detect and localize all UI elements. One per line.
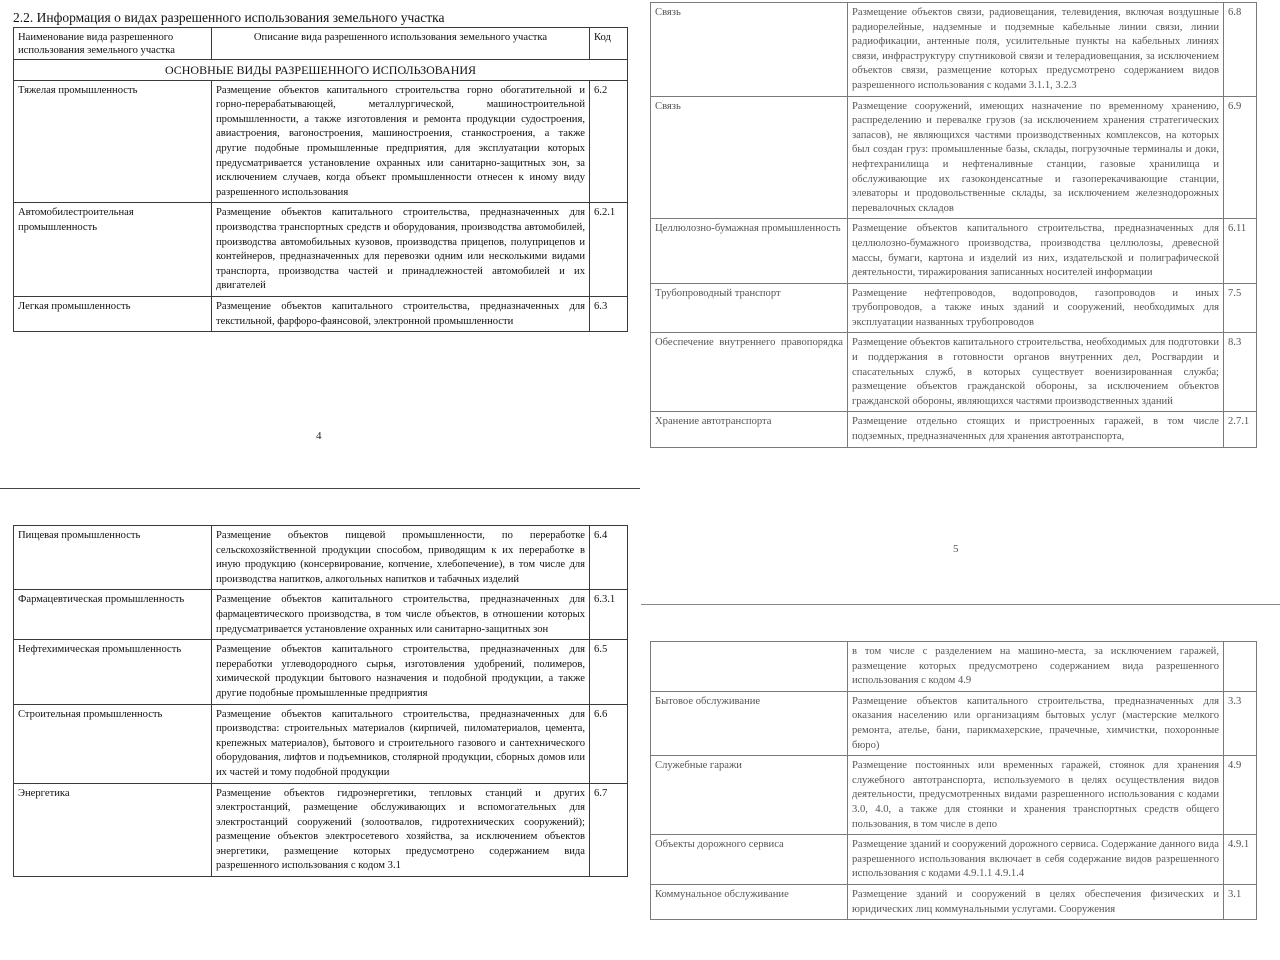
row-description: Размещение объектов гидроэнергетики, тепловых станций и других электростанций, размещение обслуживающих и вспомогательных для электростанций сооружений (золоотвалов, гидротехнических сооружений); размещение объектов электросетевого хозяйства, за исключением объектов энергетики, размещение которых предусмотрено содержанием вида разрешенного использования с кодом 3.1 (212, 783, 590, 877)
page-4-continued-panel (0, 489, 640, 960)
row-description: Размещение объектов капитального строительства, предназначенных для производства транспортных средств и оборудования, производства автомобилей, производства автомобильных кузовов, производства прицепов, полуприцепов и контейнеров, предназначенных для перевозки одним или несколькими видами транспорта, производства частей и принадлежностей автомобилей и их двигателей (212, 203, 590, 297)
table-row (14, 526, 628, 590)
table-row (651, 412, 1257, 447)
page-6-panel (641, 605, 1280, 960)
table-row (651, 3, 1257, 97)
row-name: Коммунальное обслуживание (651, 884, 848, 919)
row-code: 6.7 (590, 783, 628, 877)
row-code: 7.5 (1224, 283, 1257, 333)
row-code: 2.7.1 (1224, 412, 1257, 447)
table-row (651, 835, 1257, 885)
table-row (14, 203, 628, 297)
page-5-panel (641, 0, 1280, 604)
row-description: Размещение нефтепроводов, водопроводов, газопроводов и иных трубопроводов, а также иных зданий и сооружений, необходимых для эксплуатации названных трубопроводов (848, 283, 1224, 333)
row-description: Размещение сооружений, имеющих назначение по временному хранению, распределению и перевалке грузов (за исключением хранения стратегических запасов), не являющихся частями производственных комплексов, на которых был создан груз: промышленные базы, склады, погрузочные терминалы и доки, нефтехранилища и нефтеналивные станции, газовые хранилища и обслуживающие их газоконденсатные и газоперекачивающие станции, элеваторы и продовольственные склады, за исключением железнодорожных перевалочных складов (848, 96, 1224, 219)
row-name: Объекты дорожного сервиса (651, 835, 848, 885)
section-row (14, 60, 628, 81)
page-number: 5 (953, 543, 959, 555)
row-code: 3.1 (1224, 884, 1257, 919)
row-description: Размещение объектов капитального строительства, необходимых для подготовки и поддержания в готовности органов внутренних дел, Росгвардии и спасательных служб, в которых существует военизированная служба; размещение объектов гражданской обороны, за исключением объектов гражданской обороны, являющихся частями производственных зданий (848, 333, 1224, 412)
row-code: 6.3 (590, 296, 628, 331)
table-row (14, 783, 628, 877)
row-description: Размещение зданий и сооружений в целях обеспечения физических и юридических лиц коммунальными услугами. Сооружения (848, 884, 1224, 919)
row-name: Целлюлозно-бумажная промышленность (651, 219, 848, 283)
row-code: 6.11 (1224, 219, 1257, 283)
row-name: Фармацевтическая промышленность (14, 590, 212, 640)
row-code: 6.8 (1224, 3, 1257, 97)
row-name: Строительная промышленность (14, 704, 212, 783)
row-name: Тяжелая промышленность (14, 80, 212, 203)
row-code: 6.5 (590, 640, 628, 704)
table-header-row (14, 28, 628, 60)
row-name: Пищевая промышленность (14, 526, 212, 590)
table-row (14, 80, 628, 203)
row-description: Размещение объектов связи, радиовещания, телевидения, включая воздушные радиорелейные, надземные и подземные кабельные линии связи, линии радиофикации, антенные поля, усилительные пункты на кабельных линиях связи, инфраструктуру спутниковой связи и телерадиовещания, за исключением объектов связи, размещение которых предусмотрено содержанием видов разрешенного использования с кодами 3.1.1, 3.2.3 (848, 3, 1224, 97)
row-description: Размещение объектов капитального строительства, предназначенных для фармацевтического производства, в том числе объектов, в отношении которых предусматривается установление охранных или санитарно-защитных зон (212, 590, 590, 640)
column-header-name: Наименование вида разрешенного использования земельного участка (14, 28, 212, 60)
table-row (14, 640, 628, 704)
row-description: Размещение объектов капитального строительства, предназначенных для производства: строительных материалов (кирпичей, пиломатериалов, цемента, крепежных материалов), бытового и строительного газового и сантехнического оборудования, лифтов и подъемников, столярной продукции, сборных домов или их частей и тому подобной продукции (212, 704, 590, 783)
row-name: Трубопроводный транспорт (651, 283, 848, 333)
land-use-table-page-5 (650, 2, 1257, 448)
table-row (14, 296, 628, 331)
land-use-table-page-6 (650, 641, 1257, 920)
row-description: Размещение объектов капитального строительства горно обогатительной и горно-перерабатывающей, металлургической, машиностроительной промышленности, а также изготовления и ремонта продукции судостроения, авиастроения, вагоностроения, машиностроения, станкостроения, а также другие подобные промышленные предприятия, для эксплуатации которых предусматривается установление охранных или санитарно-защитных зон, за исключением случаев, когда объект промышленности отнесен к иному виду разрешенного использования (212, 80, 590, 203)
row-description: Размещение объектов капитального строительства, предназначенных для оказания населению или организациям бытовых услуг (мастерские мелкого ремонта, ателье, бани, парикмахерские, прачечные, химчистки, похоронные бюро) (848, 691, 1224, 755)
table-row (651, 283, 1257, 333)
row-code: 4.9.1 (1224, 835, 1257, 885)
row-code: 6.3.1 (590, 590, 628, 640)
row-name: Легкая промышленность (14, 296, 212, 331)
row-name: Обеспечение внутреннего правопорядка (651, 333, 848, 412)
row-name: Связь (651, 96, 848, 219)
row-code: 6.2 (590, 80, 628, 203)
row-description: Размещение объектов капитального строительства, предназначенных для текстильной, фарфоро-фаянсовой, электронной промышленности (212, 296, 590, 331)
page-number: 4 (316, 430, 322, 442)
row-code: 6.6 (590, 704, 628, 783)
table-row (651, 96, 1257, 219)
table-row (14, 590, 628, 640)
table-row (651, 333, 1257, 412)
column-header-description: Описание вида разрешенного использования земельного участка (212, 28, 590, 60)
land-use-table-page-4 (13, 27, 628, 332)
row-description: Размещение зданий и сооружений дорожного сервиса. Содержание данного вида разрешенного использования включает в себя содержание видов разрешенного использования с кодами 4.9.1.1 4.9.1.4 (848, 835, 1224, 885)
row-name (651, 642, 848, 692)
row-name: Автомобилестроительная промышленность (14, 203, 212, 297)
table-row (651, 691, 1257, 755)
table-row (651, 756, 1257, 835)
row-code: 6.4 (590, 526, 628, 590)
row-name: Связь (651, 3, 848, 97)
row-name: Нефтехимическая промышленность (14, 640, 212, 704)
row-code: 3.3 (1224, 691, 1257, 755)
row-name: Бытовое обслуживание (651, 691, 848, 755)
row-description: Размещение объектов капитального строительства, предназначенных для целлюлозно-бумажного производства, производства целлюлозы, древесной массы, бумаги, картона и изделий из них, издательской и полиграфической деятельности, тиражирования записанных носителей информации (848, 219, 1224, 283)
section-heading: 2.2. Информация о видах разрешенного использования земельного участка (13, 10, 445, 25)
row-code: 8.3 (1224, 333, 1257, 412)
row-name: Хранение автотранспорта (651, 412, 848, 447)
page-4-panel (0, 0, 640, 488)
table-row (14, 704, 628, 783)
section-title: ОСНОВНЫЕ ВИДЫ РАЗРЕШЕННОГО ИСПОЛЬЗОВАНИЯ (14, 60, 628, 81)
table-row (651, 219, 1257, 283)
row-name: Энергетика (14, 783, 212, 877)
row-code (1224, 642, 1257, 692)
table-row (651, 642, 1257, 692)
row-name: Служебные гаражи (651, 756, 848, 835)
table-row (651, 884, 1257, 919)
land-use-table-continued (13, 525, 628, 877)
row-description: Размещение постоянных или временных гаражей, стоянок для хранения служебного автотранспорта, используемого в целях осуществления видов деятельности, предусмотренных видами разрешенного использования с кодами 3.0, 4.0, а также для стоянки и хранения транспортных средств общего пользования, в том числе в депо (848, 756, 1224, 835)
row-description: Размещение отдельно стоящих и пристроенных гаражей, в том числе подземных, предназначенных для хранения автотранспорта, (848, 412, 1224, 447)
row-code: 4.9 (1224, 756, 1257, 835)
row-description: Размещение объектов пищевой промышленности, по переработке сельскохозяйственной продукции способом, приводящим к их переработке в иную продукцию (консервирование, копчение, хлебопечение), в том числе для производства напитков, алкогольных напитков и табачных изделий (212, 526, 590, 590)
row-description: Размещение объектов капитального строительства, предназначенных для переработки углеводородного сырья, изготовления удобрений, полимеров, химической продукции бытового назначения и подобной продукции, а также другие подобные промышленные предприятия (212, 640, 590, 704)
row-description: в том числе с разделением на машино-места, за исключением гаражей, размещение которых предусмотрено содержанием вида разрешенного использования с кодом 4.9 (848, 642, 1224, 692)
row-code: 6.2.1 (590, 203, 628, 297)
row-code: 6.9 (1224, 96, 1257, 219)
column-header-code: Код (590, 28, 628, 60)
